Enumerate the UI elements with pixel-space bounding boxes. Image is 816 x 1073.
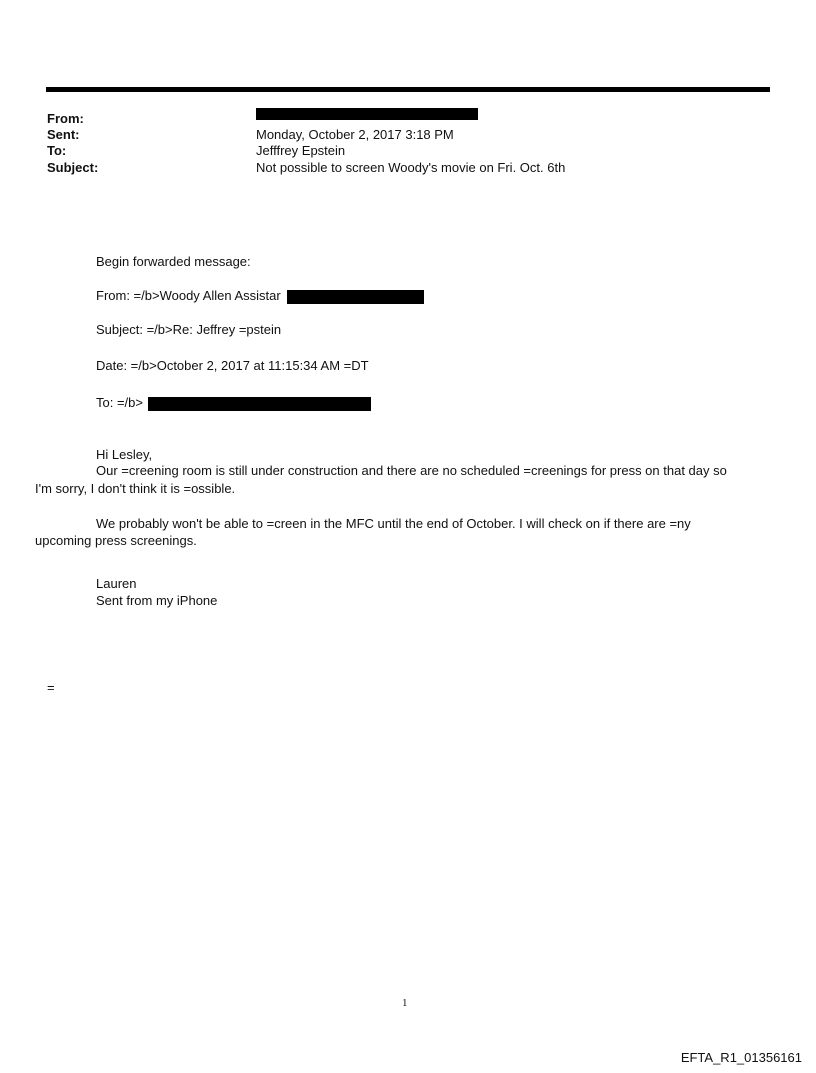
from-label: From: [47, 111, 84, 126]
redacted-from [256, 108, 478, 120]
to-value: Jefffrey Epstein [256, 143, 346, 158]
to-label: To: [47, 143, 67, 158]
forward-from: From: =/b>Woody Allen Assistar [96, 288, 281, 303]
trailing-equals: = [47, 680, 55, 695]
forward-subject: Subject: =/b>Re: Jeffrey =pstein [96, 322, 282, 337]
paragraph-1-line-1: Our =creening room is still under construction and there are no scheduled =creenings for press on that day so [96, 463, 727, 478]
redacted-forward-from [287, 290, 424, 304]
sent-value: Monday, October 2, 2017 3:18 PM [256, 127, 454, 142]
subject-label: Subject: [47, 160, 99, 175]
paragraph-1-line-2: I'm sorry, I don't think it is =ossible. [35, 481, 236, 496]
forward-intro: Begin forwarded message: [96, 254, 251, 269]
header-rule [46, 87, 770, 92]
document-id: EFTA_R1_01356161 [680, 1050, 802, 1065]
redacted-forward-to [148, 397, 371, 411]
sent-from-iphone: Sent from my iPhone [96, 593, 218, 608]
greeting: Hi Lesley, [96, 447, 153, 462]
signature: Lauren [96, 576, 137, 591]
forward-date: Date: =/b>October 2, 2017 at 11:15:34 AM =DT [96, 358, 369, 373]
paragraph-2-line-1: We probably won't be able to =creen in the MFC until the end of October. I will check on if there are =ny [96, 516, 691, 531]
forward-to: To: =/b> [96, 395, 143, 410]
sent-label: Sent: [47, 127, 80, 142]
page-number: 1 [402, 997, 408, 1009]
subject-value: Not possible to screen Woody's movie on Fri. Oct. 6th [256, 160, 566, 175]
paragraph-2-line-2: upcoming press screenings. [35, 533, 197, 548]
